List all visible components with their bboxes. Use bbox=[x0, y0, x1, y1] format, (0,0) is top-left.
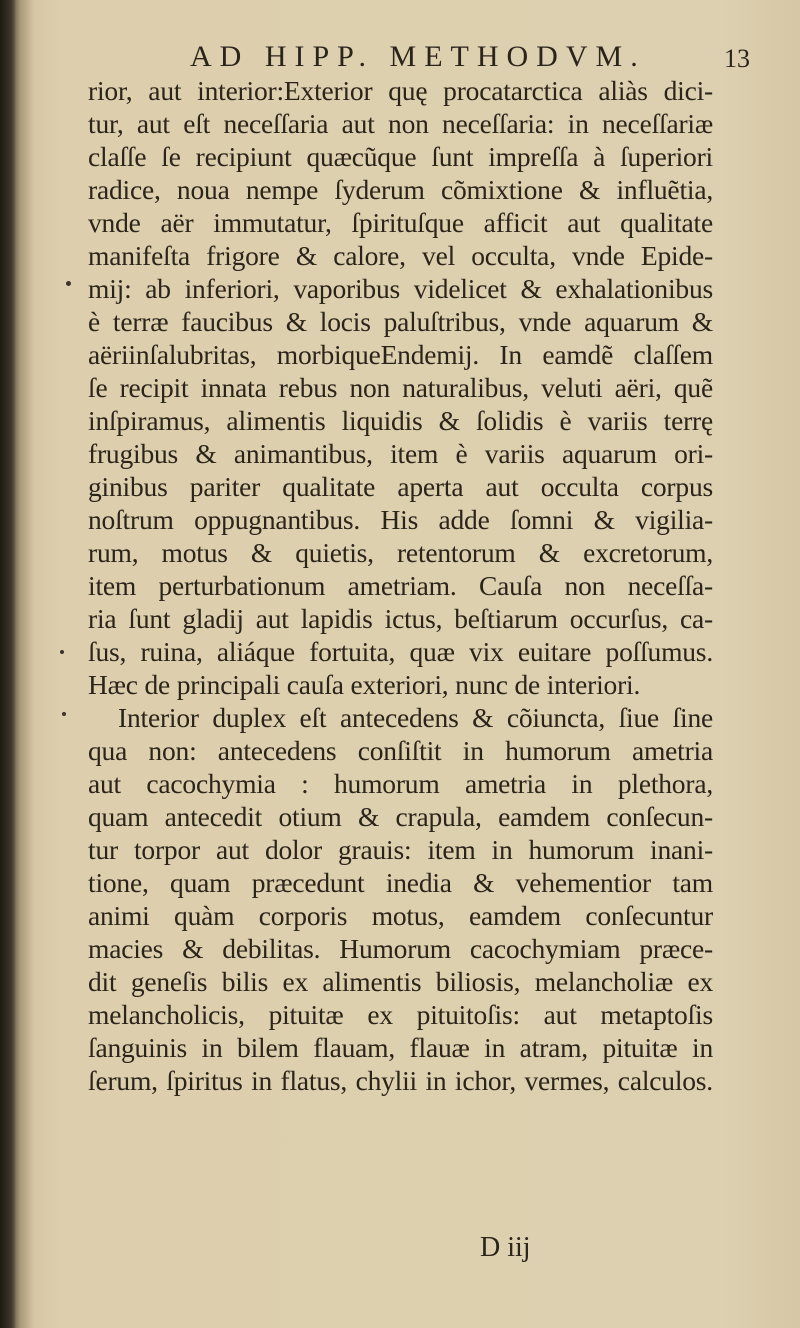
text-line: claſſe ſe recipiunt quæcũque ſunt impreſſa à ſuperiori bbox=[88, 141, 713, 172]
text-line: tur, aut eſt neceſſaria aut non neceſſaria: in neceſſariæ bbox=[88, 108, 713, 139]
text-line: tur torpor aut dolor grauis: item in humorum inani- bbox=[88, 834, 713, 865]
text-line: item perturbationum ametriam. Cauſa non neceſſa- bbox=[88, 570, 713, 601]
text-line: melancholicis, pituitæ ex pituitoſis: aut metaptoſis bbox=[88, 999, 713, 1030]
text-line: radice, noua nempe ſyderum cõmixtione & influẽtia, bbox=[88, 174, 713, 205]
text-line: aëriinſalubritas, morbiqueEndemij. In eamdẽ claſſem bbox=[88, 339, 713, 370]
text-line: noſtrum oppugnantibus. His adde ſomni & vigilia- bbox=[88, 504, 713, 535]
body-text bbox=[88, 74, 713, 1097]
text-line: vnde aër immutatur, ſpirituſque afficit aut qualitate bbox=[88, 207, 713, 238]
text-line: Hæc de principali cauſa exteriori, nunc de interiori. bbox=[88, 669, 641, 700]
text-line: quam antecedit otium & crapula, eamdem conſecun- bbox=[88, 801, 713, 832]
text-line: rior, aut interior:Exterior quę procatarctica aliàs dici- bbox=[88, 75, 713, 106]
page-number: 13 bbox=[724, 44, 750, 73]
text-line: ſerum, ſpiritus in flatus, chylii in ichor, vermes, calculos. bbox=[88, 1065, 713, 1096]
text-line: rum, motus & quietis, retentorum & excretorum, bbox=[88, 537, 713, 568]
text-line: ria ſunt gladij aut lapidis ictus, beſtiarum occurſus, ca- bbox=[88, 603, 713, 634]
text-line: dit geneſis bilis ex alimentis biliosis, melancholiæ ex bbox=[88, 966, 713, 997]
book-gutter bbox=[0, 0, 16, 1328]
text-line: ſanguinis in bilem flauam, flauæ in atram, pituitæ in bbox=[88, 1032, 713, 1063]
text-line: qua non: antecedens conſiſtit in humorum ametria bbox=[88, 735, 713, 766]
text-line: ſus, ruina, aliáque fortuita, quæ vix euitare poſſumus. bbox=[88, 636, 713, 667]
text-line: animi quàm corporis motus, eamdem conſecuntur bbox=[88, 900, 713, 931]
text-line: ginibus pariter qualitate aperta aut occulta corpus bbox=[88, 471, 713, 502]
ink-spot bbox=[66, 281, 71, 286]
text-line: mij: ab inferiori, vaporibus videlicet & exhalationibus bbox=[88, 273, 713, 304]
text-line: frugibus & animantibus, item è variis aquarum ori- bbox=[88, 438, 713, 469]
text-line: ſe recipit innata rebus non naturalibus, veluti aëri, quẽ bbox=[88, 372, 713, 403]
text-line: tione, quam præcedunt inedia & vehementior tam bbox=[88, 867, 713, 898]
text-line: macies & debilitas. Humorum cacochymiam præce- bbox=[88, 933, 713, 964]
running-head: AD HIPP. METHODVM. bbox=[190, 40, 646, 73]
text-line: inſpiramus, alimentis liquidis & ſolidis è variis terrę bbox=[88, 405, 713, 436]
ink-spot bbox=[60, 650, 64, 654]
signature-mark: D iij bbox=[480, 1232, 531, 1263]
text-line: Interior duplex eſt antecedens & cõiuncta, ſiue ſine bbox=[118, 702, 713, 733]
text-line: aut cacochymia : humorum ametria in plethora, bbox=[88, 768, 713, 799]
text-line: manifeſta frigore & calore, vel occulta, vnde Epide- bbox=[88, 240, 713, 271]
ink-spot bbox=[62, 712, 66, 716]
text-line: è terræ faucibus & locis paluſtribus, vnde aquarum & bbox=[88, 306, 713, 337]
